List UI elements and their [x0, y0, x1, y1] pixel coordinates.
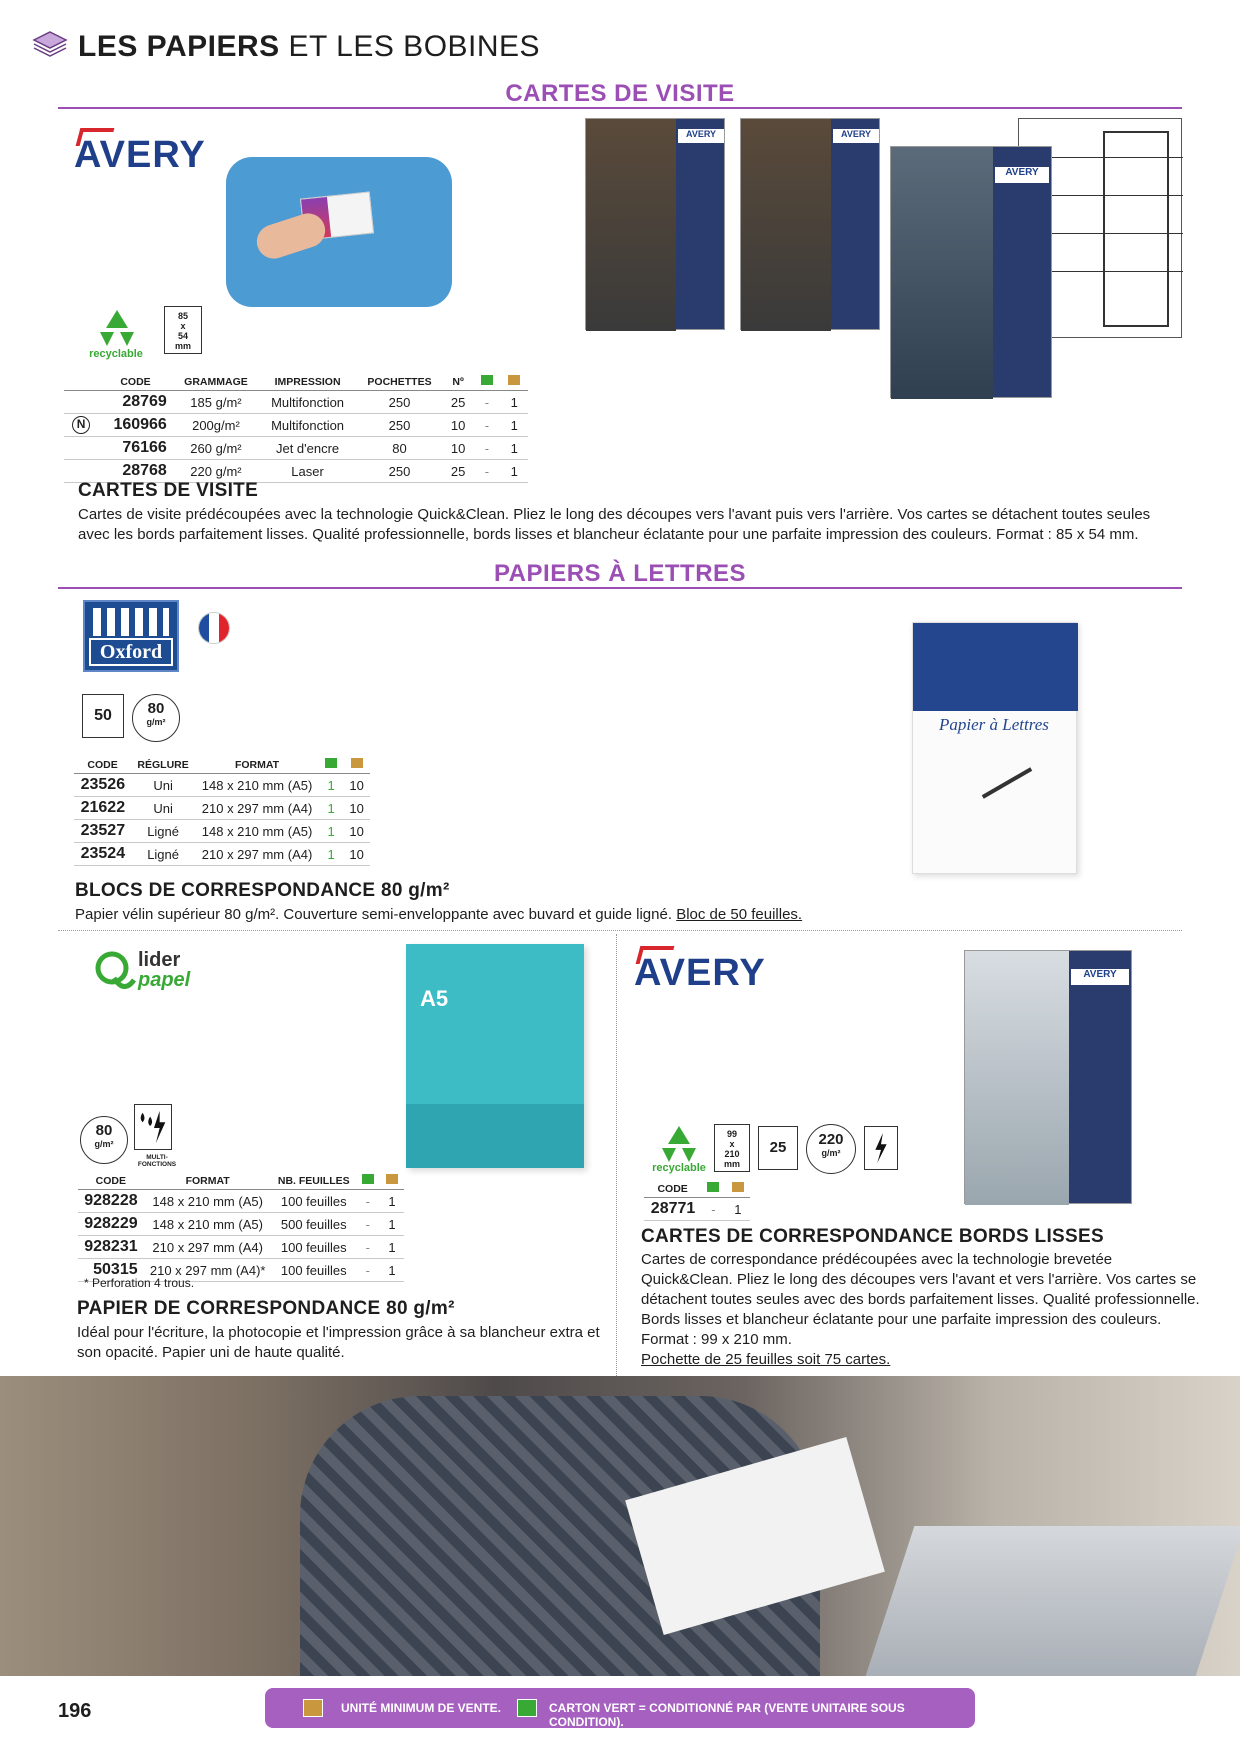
cell-green: -: [473, 391, 500, 414]
green-carton-icon: [325, 758, 337, 768]
lifestyle-photo: [0, 1376, 1240, 1676]
page-title: [78, 30, 540, 64]
recycle-icon: [94, 308, 140, 348]
hand-shape: [252, 209, 329, 263]
cartes-corr-table: [644, 1180, 750, 1221]
oxford-logo: [83, 600, 179, 672]
section-title-cartes-visite: CARTES DE VISITE: [505, 80, 735, 107]
cell-carton: 1: [501, 414, 528, 437]
cell-reglure: Ligné: [131, 843, 195, 866]
cell-carton: 10: [343, 820, 370, 843]
table-row: [74, 843, 370, 866]
cell-carton: 1: [501, 460, 528, 483]
table-header-row: [74, 756, 370, 774]
cell-impression: Laser: [259, 460, 356, 483]
format-badge-h: 54: [177, 331, 188, 341]
cell-green: -: [473, 437, 500, 460]
french-flag-icon: [198, 612, 230, 644]
blocs-table: [74, 756, 370, 866]
cell-green: 1: [319, 774, 343, 797]
section-rule: [58, 587, 1182, 589]
cell-code: 23524: [74, 843, 131, 866]
cell-code: 28769: [98, 391, 173, 414]
cell-carton: 10: [343, 774, 370, 797]
pack-photo: [586, 119, 676, 331]
sheets-badge: 25: [758, 1126, 798, 1170]
lider-papel-logo: [94, 946, 224, 1000]
col-carton: [343, 756, 370, 774]
oxford-crest-icon: [93, 608, 169, 636]
table-header-row: [644, 1180, 750, 1198]
pack-brand: AVERY: [833, 129, 879, 143]
cartes-corr-desc-text: Cartes de correspondance prédécoupées avec la technologie brevetée Quick&Clean. Pliez le long des découpes vers l'avant et vers l'arrière. Vos cartes se détachent toutes seules avec des bords parfaitement lisses. Qualité professionnelle. Bords lisses et blancheur éclatante pour une parfaite impression des couleurs. Format : 99 x 210 mm.: [641, 1251, 1200, 1348]
cell-impression: Jet d'encre: [259, 437, 356, 460]
format-badge-unit: mm: [723, 1159, 740, 1169]
weight-value: 220: [818, 1131, 844, 1148]
recyclable-label: recyclable: [652, 1162, 706, 1174]
table-row: [644, 1198, 750, 1221]
cell-carton: 1: [501, 391, 528, 414]
col-green-carton: [356, 1172, 380, 1190]
format-badge-x: x: [180, 321, 186, 331]
carton-icon: [351, 758, 363, 768]
cell-code: 28771: [644, 1198, 701, 1221]
col-code: CODE: [98, 373, 173, 391]
cell-format: 148 x 210 mm (A5): [195, 820, 319, 843]
cartes-visite-title: CARTES DE VISITE: [78, 480, 259, 501]
cell-code: 23526: [74, 774, 131, 797]
blocs-desc-underline: Bloc de 50 feuilles.: [676, 906, 803, 923]
table-header-row: [64, 373, 528, 391]
cell-code: 50315: [78, 1259, 144, 1282]
green-carton-icon: [517, 1699, 537, 1717]
weight-badge: [806, 1124, 856, 1174]
format-badge: [714, 1124, 750, 1172]
cell-nb: 100 feuilles: [272, 1236, 356, 1259]
col-green-carton: [701, 1180, 725, 1198]
weight-value: 80: [147, 700, 165, 717]
card-sheet-cell: [1103, 131, 1169, 327]
weight-unit: g/m²: [821, 1148, 841, 1158]
dotted-divider: [58, 930, 1182, 931]
col-nb-feuilles: NB. FEUILLES: [272, 1172, 356, 1190]
format-badge-x: x: [729, 1139, 735, 1149]
pack-photo: [891, 147, 993, 399]
multifunction-icon: [134, 1104, 172, 1150]
cell-format: 210 x 297 mm (A4): [144, 1236, 272, 1259]
cell-green: -: [356, 1213, 380, 1236]
multifunction-label: MULTI-FONCTIONS: [137, 1154, 177, 1168]
format-badge: [164, 306, 202, 354]
pen-shape: [982, 767, 1032, 798]
cell-code: 21622: [74, 797, 131, 820]
cell-grammage: 200g/m²: [173, 414, 259, 437]
col-grammage: GRAMMAGE: [173, 373, 259, 391]
new-badge-icon: N: [72, 416, 90, 434]
col-carton: [501, 373, 528, 391]
pack-photo: [741, 119, 831, 331]
cell-nb: 100 feuilles: [272, 1259, 356, 1282]
cell-green: -: [473, 414, 500, 437]
avery-pack-2: [740, 118, 880, 330]
cell-code: 76166: [98, 437, 173, 460]
page-number: 196: [58, 1700, 92, 1722]
cell-reglure: Uni: [131, 774, 195, 797]
cell-n: 10: [443, 437, 473, 460]
col-code: CODE: [78, 1172, 144, 1190]
cell-n: 10: [443, 414, 473, 437]
cell-code: 928229: [78, 1213, 144, 1236]
col-format: FORMAT: [144, 1172, 272, 1190]
cell-grammage: 185 g/m²: [173, 391, 259, 414]
cell-pochettes: 80: [356, 437, 443, 460]
avery-logo-text: AVERY: [74, 134, 206, 176]
col-green-carton: [319, 756, 343, 774]
col-code: CODE: [644, 1180, 701, 1198]
cell-new: [64, 437, 98, 460]
paper-stack-icon: [32, 30, 68, 58]
papier-corr-table: [78, 1172, 404, 1282]
lider-papel-leaf-icon: [94, 950, 140, 996]
avery-logo: [74, 128, 204, 188]
cell-grammage: 260 g/m²: [173, 437, 259, 460]
col-carton: [726, 1180, 750, 1198]
cell-code: 28768: [98, 460, 173, 483]
cell-format: 210 x 297 mm (A4)*: [144, 1259, 272, 1282]
footer-legend-bar: [265, 1688, 975, 1728]
papier-corr-title: PAPIER DE CORRESPONDANCE 80 g/m²: [77, 1298, 455, 1319]
table-row: [64, 437, 528, 460]
cell-carton: 1: [726, 1198, 750, 1221]
cell-impression: Multifonction: [259, 414, 356, 437]
laptop-shape: [866, 1526, 1240, 1676]
oxford-pad-image: [912, 622, 1077, 874]
cell-carton: 1: [501, 437, 528, 460]
cell-n: 25: [443, 391, 473, 414]
cartes-corr-desc: [641, 1250, 1201, 1370]
avery-correspondance-pack: [964, 950, 1132, 1204]
format-badge-unit: mm: [174, 341, 191, 351]
cell-reglure: Ligné: [131, 820, 195, 843]
business-card-photo: [226, 157, 452, 307]
weight-unit: g/m²: [94, 1139, 114, 1149]
cell-code: 928231: [78, 1236, 144, 1259]
sheets-badge: 50: [82, 694, 124, 738]
cell-pochettes: 250: [356, 414, 443, 437]
table-row: [78, 1190, 404, 1213]
cell-format: 210 x 297 mm (A4): [195, 843, 319, 866]
cell-pochettes: 250: [356, 391, 443, 414]
section-title-papiers-lettres: PAPIERS À LETTRES: [493, 560, 747, 587]
pack-brand: AVERY: [995, 167, 1049, 183]
col-impression: IMPRESSION: [259, 373, 356, 391]
col-reglure: RÉGLURE: [131, 756, 195, 774]
cell-format: 148 x 210 mm (A5): [195, 774, 319, 797]
cell-green: -: [701, 1198, 725, 1221]
cell-green: -: [356, 1259, 380, 1282]
table-row: [74, 797, 370, 820]
cell-reglure: Uni: [131, 797, 195, 820]
table-row: [78, 1213, 404, 1236]
legend-green: CARTON VERT = CONDITIONNÉ PAR (VENTE UNITAIRE SOUS CONDITION).: [549, 1701, 905, 1729]
pack-brand: AVERY: [1071, 969, 1129, 985]
cell-format: 210 x 297 mm (A4): [195, 797, 319, 820]
cell-code: 928228: [78, 1190, 144, 1213]
cell-code: 23527: [74, 820, 131, 843]
bolt-icon: [865, 1127, 897, 1169]
cell-nb: 100 feuilles: [272, 1190, 356, 1213]
cell-green: -: [356, 1236, 380, 1259]
cell-format: 148 x 210 mm (A5): [144, 1190, 272, 1213]
cell-green: 1: [319, 843, 343, 866]
a5-pad-image: [406, 944, 584, 1168]
page-title-rest: ET LES BOBINES: [288, 30, 541, 63]
cell-grammage: 220 g/m²: [173, 460, 259, 483]
cell-carton: 10: [343, 797, 370, 820]
cartes-visite-desc: Cartes de visite prédécoupées avec la technologie Quick&Clean. Pliez le long des découpes vers l'avant puis vers l'arrière. Vos cartes se détachent toutes seules avec les bords parfaitement lisses. Qualité professionnelle, bords lisses et blancheur éclatante pour une parfaite impression des couleurs. Format : 85 x 54 mm.: [78, 506, 1151, 543]
pad-cover: [913, 623, 1078, 711]
green-carton-icon: [481, 375, 493, 385]
cell-green: 1: [319, 820, 343, 843]
green-carton-icon: [707, 1182, 719, 1192]
cell-green: 1: [319, 797, 343, 820]
table-row: [74, 820, 370, 843]
avery-pack-3: [890, 146, 1052, 398]
col-new: [64, 373, 98, 391]
pad-label: Papier à Lettres: [939, 715, 1049, 734]
section-rule: [58, 107, 1182, 109]
pack-brand: AVERY: [678, 129, 724, 143]
weight-badge: [80, 1116, 128, 1164]
blocs-desc-text: Papier vélin supérieur 80 g/m². Couverture semi-enveloppante avec buvard et guide ligné.: [75, 906, 673, 923]
laser-print-badge: [864, 1126, 898, 1170]
pad-bottom-band: [406, 1104, 584, 1168]
cartes-visite-table: [64, 373, 528, 483]
papier-corr-desc: Idéal pour l'écriture, la photocopie et l'impression grâce à sa blancheur extra et son opacité. Papier uni de haute qualité.: [77, 1324, 600, 1361]
carton-icon: [508, 375, 520, 385]
a5-pad-label: A5: [420, 986, 449, 1011]
cell-green: -: [356, 1190, 380, 1213]
cell-format: 148 x 210 mm (A5): [144, 1213, 272, 1236]
cell-new: [64, 391, 98, 414]
cell-carton: 1: [380, 1213, 404, 1236]
col-pochettes: POCHETTES: [356, 373, 443, 391]
cartes-corr-title: CARTES DE CORRESPONDANCE BORDS LISSES: [641, 1226, 1104, 1247]
lider-papel-line2: papel: [138, 969, 191, 991]
weight-value: 80: [95, 1122, 113, 1139]
carton-icon: [732, 1182, 744, 1192]
table-row: [74, 774, 370, 797]
cell-carton: 1: [380, 1190, 404, 1213]
recyclable-label: recyclable: [89, 348, 143, 360]
cell-green: -: [473, 460, 500, 483]
format-badge-h: 210: [724, 1149, 740, 1159]
avery-pack-1: [585, 118, 725, 330]
blocs-title: BLOCS DE CORRESPONDANCE 80 g/m²: [75, 880, 450, 901]
col-carton: [380, 1172, 404, 1190]
recycle-icon: [656, 1124, 702, 1164]
cell-carton: 10: [343, 843, 370, 866]
vertical-divider: [616, 934, 617, 1376]
table-header-row: [78, 1172, 404, 1190]
table-row: [64, 391, 528, 414]
green-carton-icon: [362, 1174, 374, 1184]
cell-code: 160966: [98, 414, 173, 437]
col-n: Nº: [443, 373, 473, 391]
page-title-bold: LES PAPIERS: [78, 30, 280, 63]
table-row: [64, 414, 528, 437]
weight-badge: [132, 694, 180, 742]
col-format: FORMAT: [195, 756, 319, 774]
carton-icon: [303, 1699, 323, 1717]
cell-carton: 1: [380, 1259, 404, 1282]
weight-unit: g/m²: [146, 717, 166, 727]
lider-papel-line1: lider: [138, 949, 181, 971]
cell-carton: 1: [380, 1236, 404, 1259]
col-code: CODE: [74, 756, 131, 774]
avery-logo-text: AVERY: [634, 952, 766, 994]
ink-bolt-icon: [135, 1105, 171, 1149]
table-row: [78, 1236, 404, 1259]
perforation-note: * Perforation 4 trous.: [84, 1276, 195, 1290]
cell-impression: Multifonction: [259, 391, 356, 414]
cell-n: 25: [443, 460, 473, 483]
carton-icon: [386, 1174, 398, 1184]
blocs-desc: [75, 905, 1075, 925]
cartes-corr-desc-underline: Pochette de 25 feuilles soit 75 cartes.: [641, 1351, 891, 1368]
avery-logo: [634, 946, 764, 1006]
legend-min: UNITÉ MINIMUM DE VENTE.: [341, 1701, 502, 1715]
cell-pochettes: 250: [356, 460, 443, 483]
cell-nb: 500 feuilles: [272, 1213, 356, 1236]
pack-photo: [965, 951, 1069, 1205]
oxford-logo-text: Oxford: [89, 638, 173, 666]
cell-new: [64, 414, 98, 437]
format-badge-w: 85: [177, 311, 188, 321]
format-badge-w: 99: [726, 1129, 737, 1139]
col-green-carton: [473, 373, 500, 391]
